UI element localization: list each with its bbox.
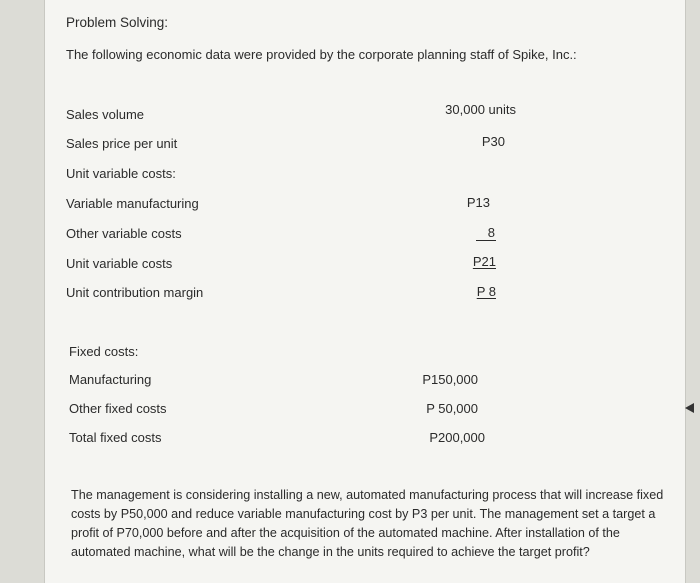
sales-price-label: Sales price per unit [66, 136, 178, 151]
fixed-costs-heading: Fixed costs: [69, 344, 139, 359]
variable-manufacturing-label: Variable manufacturing [66, 196, 199, 211]
intro-text: The following economic data were provided by the corporate planning staff of Spike, Inc.: [66, 47, 577, 62]
other-variable-value: 8 [487, 225, 495, 240]
total-fixed-value: P200,000 [429, 430, 485, 445]
sales-price-value: P30 [481, 134, 505, 149]
total-fixed-label: Total fixed costs [69, 430, 162, 445]
fixed-manufacturing-label: Manufacturing [69, 372, 152, 387]
other-fixed-label: Other fixed costs [69, 401, 167, 416]
unit-contribution-margin-label: Unit contribution margin [66, 285, 204, 300]
variable-manufacturing-value: P13 [466, 195, 490, 210]
sales-volume-value: 30,000 units [445, 102, 516, 117]
mouse-cursor-icon [685, 403, 694, 413]
unit-variable-costs-label: Unit variable costs [66, 256, 173, 271]
other-variable-label: Other variable costs [66, 226, 182, 241]
unit-variable-heading: Unit variable costs: [66, 166, 176, 181]
question-paragraph: The management is considering installing a new, automated manufacturing process that will increase fixed costs by P50,000 and reduce variable manufacturing cost by P3 per unit. The management set a target a profit of P70,000 before and after the acquisition of the automated machine. After installation of the automated machine, what will be the change in the units required to achieve the target profit? [71, 488, 664, 559]
fixed-manufacturing-value: P150,000 [422, 372, 478, 387]
page-title: Problem Solving: [66, 15, 169, 30]
sales-volume-label: Sales volume [66, 107, 145, 122]
other-fixed-value: P 50,000 [426, 401, 478, 416]
unit-variable-costs-value: P21 [472, 254, 496, 269]
unit-contribution-margin-value: P 8 [476, 284, 496, 299]
